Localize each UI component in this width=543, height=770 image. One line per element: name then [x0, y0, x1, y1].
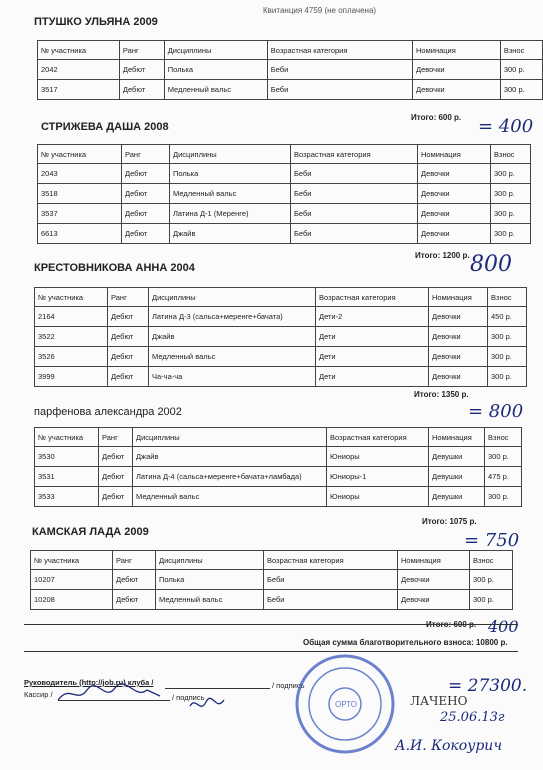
table-cell: Беби — [291, 204, 418, 224]
participant-name: ПТУШКО УЛЬЯНА 2009 — [34, 16, 158, 28]
table-cell: Девочки — [429, 307, 488, 327]
table-cell: Джайв — [170, 224, 291, 244]
table-cell: 3531 — [35, 467, 99, 487]
column-header: Дисциплины — [133, 428, 327, 447]
cashier-label: Кассир / — [24, 690, 53, 699]
participant-name: парфенова александра 2002 — [34, 406, 182, 418]
table-cell: 3517 — [38, 80, 120, 100]
table-cell: Дебют — [108, 307, 149, 327]
table-row — [38, 60, 543, 80]
table-cell: Девочки — [429, 347, 488, 367]
table-cell: Полька — [156, 570, 264, 590]
stamp-seal — [290, 652, 410, 762]
column-header: Номинация — [418, 145, 491, 164]
divider — [24, 624, 518, 625]
column-header: Возрастная категория — [264, 551, 398, 570]
column-header: № участника — [31, 551, 113, 570]
table-cell: Джайв — [133, 447, 327, 467]
table-cell: 300 р. — [500, 60, 542, 80]
table-cell: Беби — [291, 184, 418, 204]
table-cell: Девушки — [429, 447, 485, 467]
column-header: Дисциплины — [149, 288, 316, 307]
handwritten-amount: 800 — [470, 252, 512, 277]
table-cell: 2043 — [38, 164, 122, 184]
table-cell: Полька — [170, 164, 291, 184]
column-header: Взнос — [485, 428, 522, 447]
table-cell: 300 р. — [491, 164, 531, 184]
table-cell: Беби — [291, 224, 418, 244]
table-cell: 300 р. — [491, 224, 531, 244]
table-row — [38, 184, 531, 204]
table-header-row — [38, 41, 543, 60]
table-cell: Дебют — [119, 60, 164, 80]
divider — [24, 651, 518, 652]
column-header: Ранг — [99, 428, 133, 447]
table-cell: Дебют — [99, 447, 133, 467]
table-cell: 300 р. — [485, 487, 522, 507]
section-total: Итого: 600 р. — [426, 620, 477, 629]
entries-table — [37, 40, 543, 100]
paid-stamp-text: ЛАЧЕНО — [410, 694, 468, 708]
table-cell: 300 р. — [488, 347, 527, 367]
table-cell: 300 р. — [488, 367, 527, 387]
column-header: № участника — [38, 145, 122, 164]
column-header: Взнос — [488, 288, 527, 307]
section-total: Итого: 1200 р. — [415, 251, 470, 260]
section-total: Итого: 600 р. — [411, 113, 462, 122]
table-row — [35, 307, 527, 327]
column-header: Взнос — [500, 41, 542, 60]
table-cell: Девушки — [429, 467, 485, 487]
table-cell: Юниоры — [327, 487, 429, 507]
table-cell: 300 р. — [500, 80, 542, 100]
grand-total: Общая сумма благотворительного взноса: 10800 р. — [303, 638, 508, 647]
column-header: № участника — [35, 288, 108, 307]
table-cell: Девочки — [398, 570, 470, 590]
table-cell: Дети — [316, 367, 429, 387]
table-row — [35, 367, 527, 387]
column-header: Номинация — [398, 551, 470, 570]
table-cell: 2042 — [38, 60, 120, 80]
receipt-header: Квитанция 4759 (не оплачена) — [263, 6, 377, 15]
table-cell: 3526 — [35, 347, 108, 367]
table-cell: Дети — [316, 347, 429, 367]
table-cell: 10208 — [31, 590, 113, 610]
column-header: Взнос — [491, 145, 531, 164]
column-header: Возрастная категория — [316, 288, 429, 307]
entries-table — [34, 287, 527, 387]
table-cell: 450 р. — [488, 307, 527, 327]
table-cell: Беби — [267, 80, 412, 100]
table-cell: Девочки — [413, 60, 501, 80]
table-cell: Девочки — [418, 184, 491, 204]
table-cell: Дебют — [119, 80, 164, 100]
table-cell: Медленный вальс — [170, 184, 291, 204]
table-cell: Девочки — [418, 204, 491, 224]
table-cell: Девочки — [413, 80, 501, 100]
cashier-signature — [55, 682, 165, 708]
table-cell: 6613 — [38, 224, 122, 244]
table-cell: Дебют — [122, 164, 170, 184]
table-cell: 300 р. — [470, 570, 513, 590]
participant-name: КАМСКАЯ ЛАДА 2009 — [32, 526, 149, 538]
table-cell: Латина Д-3 (сальса+меренге+бачата) — [149, 307, 316, 327]
table-cell: 475 р. — [485, 467, 522, 487]
column-header: Ранг — [122, 145, 170, 164]
table-row — [35, 327, 527, 347]
table-cell: Полька — [164, 60, 267, 80]
table-cell: Дебют — [113, 570, 156, 590]
table-cell: Беби — [264, 570, 398, 590]
table-cell: Дебют — [108, 367, 149, 387]
entries-table — [30, 550, 513, 610]
table-cell: Дебют — [122, 204, 170, 224]
table-cell: Дебют — [113, 590, 156, 610]
table-row — [38, 80, 543, 100]
table-cell: 300 р. — [488, 327, 527, 347]
table-row — [38, 224, 531, 244]
table-cell: Девочки — [398, 590, 470, 610]
signature — [188, 694, 228, 716]
table-cell: Юниоры-1 — [327, 467, 429, 487]
column-header: Ранг — [119, 41, 164, 60]
table-cell: 3533 — [35, 487, 99, 507]
table-cell: 10207 — [31, 570, 113, 590]
signature-label: / подпись — [172, 693, 205, 702]
leader-label: Руководитель (http://job.ru) клуба / — [24, 678, 154, 687]
table-cell: Девочки — [429, 327, 488, 347]
table-cell: 300 р. — [485, 447, 522, 467]
table-cell: Юниоры — [327, 447, 429, 467]
table-cell: Дебют — [108, 327, 149, 347]
handwritten-amount: = 800 — [468, 401, 524, 422]
table-cell: Дебют — [99, 467, 133, 487]
table-row — [35, 467, 522, 487]
table-row — [31, 570, 513, 590]
entries-table — [37, 144, 531, 244]
table-cell: 2164 — [35, 307, 108, 327]
table-cell: Латина Д-4 (сальса+меренге+бачата+ламбада) — [133, 467, 327, 487]
table-cell: 3530 — [35, 447, 99, 467]
table-row — [38, 204, 531, 224]
table-cell: Медленный вальс — [156, 590, 264, 610]
column-header: Ранг — [113, 551, 156, 570]
handwritten-amount: = 750 — [464, 530, 520, 551]
table-cell: Дебют — [99, 487, 133, 507]
table-cell: Дети — [316, 327, 429, 347]
column-header: Номинация — [429, 288, 488, 307]
table-cell: Дебют — [122, 224, 170, 244]
column-header: № участника — [38, 41, 120, 60]
handwritten-amount: = 400 — [478, 116, 534, 137]
handwritten-date: 25.06.13г — [440, 710, 505, 725]
handwritten-amount: 400 — [488, 617, 519, 636]
table-header-row — [38, 145, 531, 164]
svg-text:ОРТО: ОРТО — [335, 700, 357, 709]
table-cell: Девушки — [429, 487, 485, 507]
table-row — [38, 164, 531, 184]
table-cell: Латина Д-1 (Меренге) — [170, 204, 291, 224]
column-header: Ранг — [108, 288, 149, 307]
participant-name: КРЕСТОВНИКОВА АННА 2004 — [34, 262, 195, 274]
table-cell: 3522 — [35, 327, 108, 347]
column-header: № участника — [35, 428, 99, 447]
table-cell: Беби — [291, 164, 418, 184]
table-row — [35, 487, 522, 507]
table-cell: Беби — [264, 590, 398, 610]
table-cell: Медленный вальс — [164, 80, 267, 100]
table-cell: 3999 — [35, 367, 108, 387]
column-header: Дисциплины — [164, 41, 267, 60]
table-cell: Дебют — [122, 184, 170, 204]
participant-name: СТРИЖЕВА ДАША 2008 — [41, 121, 169, 133]
table-cell: Дебют — [108, 347, 149, 367]
table-cell: Девочки — [418, 224, 491, 244]
table-cell: 300 р. — [491, 204, 531, 224]
table-cell: 300 р. — [470, 590, 513, 610]
table-row — [31, 590, 513, 610]
column-header: Дисциплины — [156, 551, 264, 570]
section-total: Итого: 1075 р. — [422, 517, 477, 526]
column-header: Номинация — [413, 41, 501, 60]
table-header-row — [35, 288, 527, 307]
handwritten-name: А.И. Кокоурич — [395, 738, 503, 754]
section-total: Итого: 1350 р. — [414, 390, 469, 399]
table-cell: Ча-ча-ча — [149, 367, 316, 387]
table-cell: Джайв — [149, 327, 316, 347]
column-header: Взнос — [470, 551, 513, 570]
table-cell: 3518 — [38, 184, 122, 204]
signature-label: / подпись — [272, 681, 305, 690]
column-header: Номинация — [429, 428, 485, 447]
table-cell: Дети-2 — [316, 307, 429, 327]
table-cell: 300 р. — [491, 184, 531, 204]
table-row — [35, 447, 522, 467]
entries-table — [34, 427, 522, 507]
handwritten-sum: = 27300. — [448, 676, 528, 696]
column-header: Возрастная категория — [267, 41, 412, 60]
table-row — [35, 347, 527, 367]
column-header: Возрастная категория — [327, 428, 429, 447]
table-cell: Девочки — [429, 367, 488, 387]
table-cell: Беби — [267, 60, 412, 80]
table-cell: 3537 — [38, 204, 122, 224]
table-cell: Медленный вальс — [149, 347, 316, 367]
column-header: Дисциплины — [170, 145, 291, 164]
table-cell: Медленный вальс — [133, 487, 327, 507]
table-header-row — [31, 551, 513, 570]
column-header: Возрастная категория — [291, 145, 418, 164]
table-cell: Девочки — [418, 164, 491, 184]
table-header-row — [35, 428, 522, 447]
signature-line — [165, 688, 270, 689]
